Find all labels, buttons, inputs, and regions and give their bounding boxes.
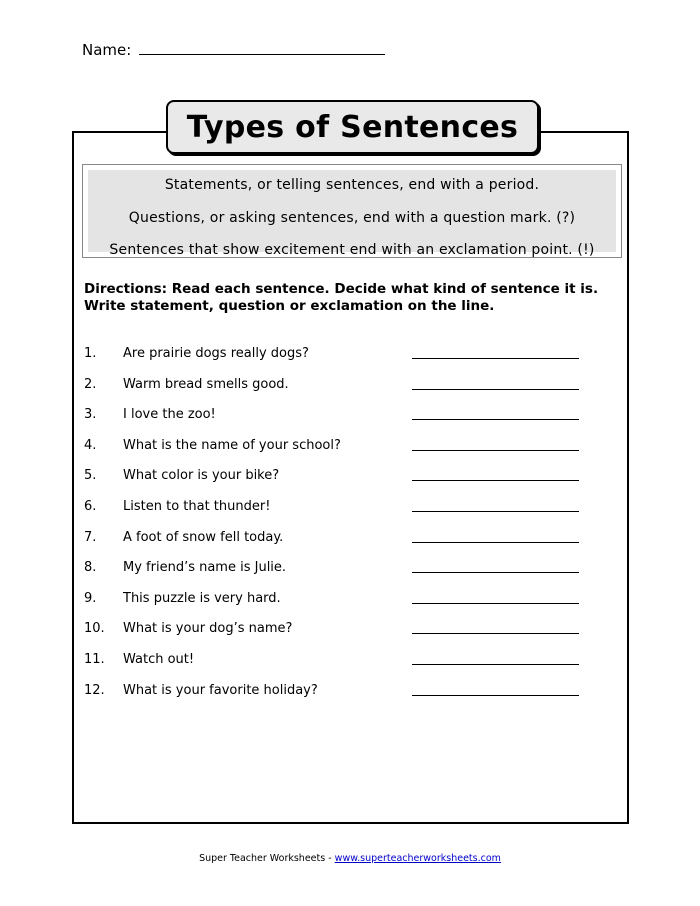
list-item [84, 652, 584, 683]
list-item [84, 591, 584, 622]
question-text: I love the zoo! [123, 407, 216, 423]
list-item [84, 621, 584, 652]
rules-panel [88, 170, 616, 258]
footer [0, 853, 700, 864]
list-item [84, 346, 584, 377]
question-number: 5. [84, 468, 97, 484]
question-text: A foot of snow fell today. [123, 529, 284, 545]
question-number: 11. [84, 651, 105, 667]
question-number: 3. [84, 407, 97, 423]
question-text: What is your dog’s name? [123, 621, 293, 637]
question-number: 7. [84, 529, 97, 545]
name-blank-line[interactable] [139, 40, 385, 55]
page-title: Types of Sentences [186, 109, 519, 145]
question-list [84, 346, 584, 713]
question-text: My friend’s name is Julie. [123, 560, 287, 576]
question-text: What color is your bike? [123, 468, 280, 484]
question-text: What is your favorite holiday? [123, 682, 318, 698]
list-item [84, 683, 584, 714]
answer-line[interactable] [412, 358, 579, 359]
question-number: 12. [84, 682, 105, 698]
name-label: Name: [82, 41, 132, 59]
list-item [84, 560, 584, 591]
answer-line[interactable] [412, 419, 579, 420]
list-item [84, 530, 584, 561]
rule-statement: Statements, or telling sentences, end with a period. [164, 177, 540, 193]
answer-line[interactable] [412, 511, 579, 512]
answer-line[interactable] [412, 572, 579, 573]
answer-line[interactable] [412, 695, 579, 696]
question-number: 9. [84, 590, 97, 606]
directions: Directions: Read each sentence. Decide what kind of sentence it is. Write statement, question or exclamation on the line. [84, 281, 599, 314]
answer-line[interactable] [412, 664, 579, 665]
question-number: 4. [84, 437, 97, 453]
rule-exclamation: Sentences that show excitement end with an exclamation point. (!) [109, 242, 595, 258]
rule-question: Questions, or asking sentences, end with a question mark. (?) [128, 210, 576, 226]
question-text: Listen to that thunder! [123, 498, 271, 514]
list-item [84, 499, 584, 530]
question-number: 2. [84, 376, 97, 392]
question-text: Are prairie dogs really dogs? [123, 346, 309, 361]
answer-line[interactable] [412, 480, 579, 481]
question-text: Warm bread smells good. [123, 376, 289, 392]
question-text: Watch out! [123, 651, 195, 667]
list-item [84, 407, 584, 438]
name-field [82, 40, 385, 59]
answer-line[interactable] [412, 450, 579, 451]
footer-link[interactable]: www.superteacherworksheets.com [334, 853, 501, 864]
question-number: 10. [84, 621, 105, 637]
answer-line[interactable] [412, 542, 579, 543]
question-number: 8. [84, 560, 97, 576]
footer-text: Super Teacher Worksheets - [199, 853, 335, 864]
question-number: 1. [84, 346, 97, 361]
question-number: 6. [84, 498, 97, 514]
list-item [84, 468, 584, 499]
rules-box [82, 164, 622, 258]
answer-line[interactable] [412, 389, 579, 390]
list-item [84, 438, 584, 469]
list-item [84, 377, 584, 408]
title-box [166, 100, 539, 154]
answer-line[interactable] [412, 603, 579, 604]
question-text: What is the name of your school? [123, 437, 341, 453]
answer-line[interactable] [412, 633, 579, 634]
question-text: This puzzle is very hard. [123, 590, 281, 606]
